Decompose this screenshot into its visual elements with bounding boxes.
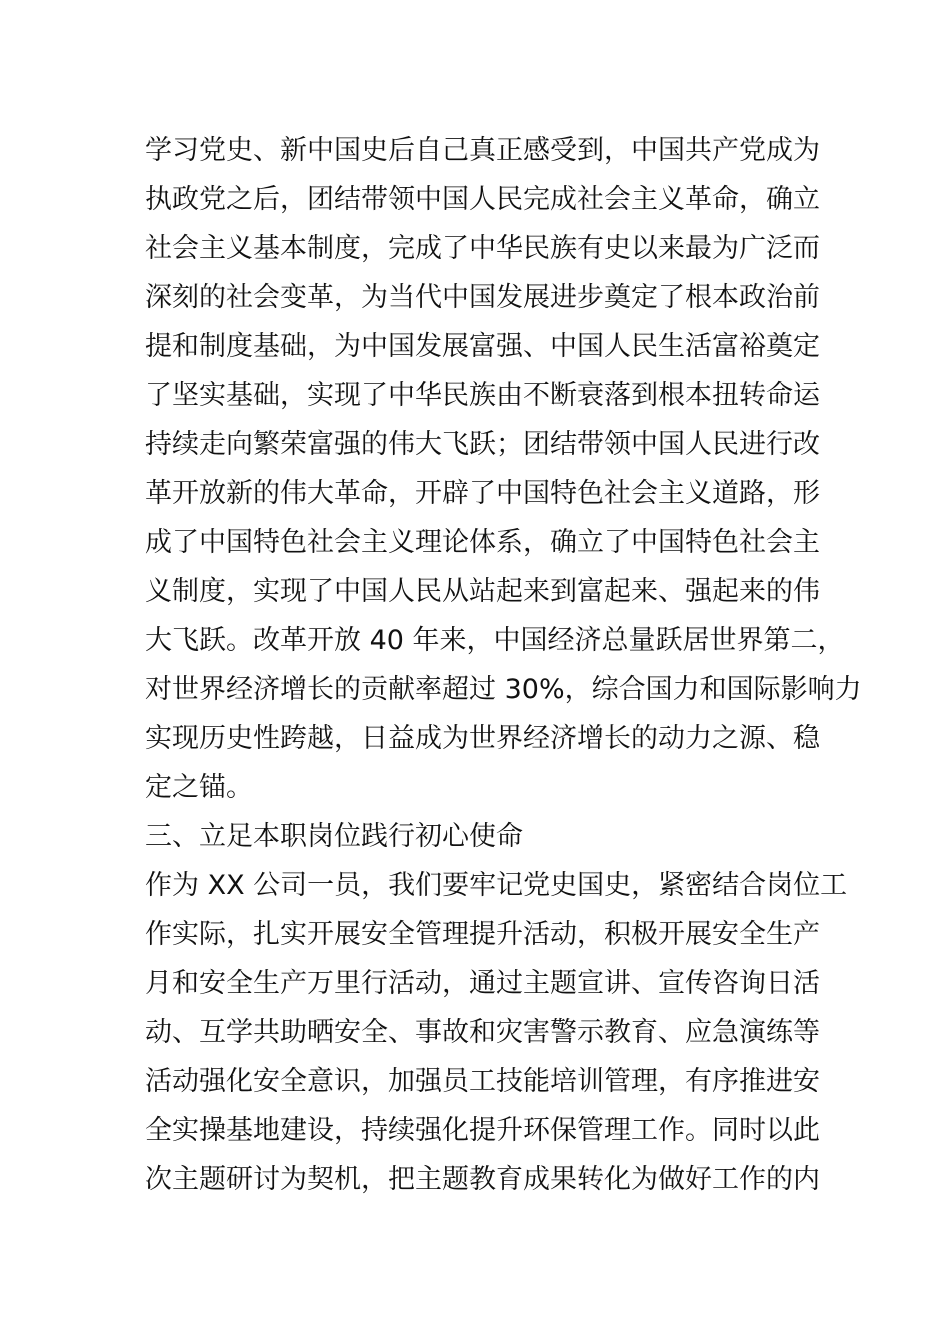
paragraph-1-line: 了坚实基础，实现了中华民族由不断衰落到根本扭转命运 xyxy=(145,380,820,411)
paragraph-1-line: 执政党之后，团结带领中国人民完成社会主义革命，确立 xyxy=(145,184,820,215)
paragraph-2-line: 作为 XX 公司一员，我们要牢记党史国史，紧密结合岗位工 xyxy=(145,870,848,901)
paragraph-1-line: 社会主义基本制度，完成了中华民族有史以来最为广泛而 xyxy=(145,233,820,264)
document-body xyxy=(145,126,862,1204)
paragraph-2-line: 全实操基地建设，持续强化提升环保管理工作。同时以此 xyxy=(145,1115,820,1146)
paragraph-1-line: 成了中国特色社会主义理论体系，确立了中国特色社会主 xyxy=(145,527,820,558)
paragraph-2-line: 次主题研讨为契机，把主题教育成果转化为做好工作的内 xyxy=(145,1164,820,1195)
paragraph-2-line: 动、互学共助晒安全、事故和灾害警示教育、应急演练等 xyxy=(145,1017,820,1048)
paragraph-2-line: 活动强化安全意识，加强员工技能培训管理，有序推进安 xyxy=(145,1066,820,1097)
paragraph-2-line: 月和安全生产万里行活动，通过主题宣讲、宣传咨询日活 xyxy=(145,968,820,999)
paragraph-1-line: 学习党史、新中国史后自己真正感受到，中国共产党成为 xyxy=(145,135,820,166)
paragraph-1-line: 革开放新的伟大革命，开辟了中国特色社会主义道路，形 xyxy=(145,478,820,509)
paragraph-1-line: 持续走向繁荣富强的伟大飞跃；团结带领中国人民进行改 xyxy=(145,429,820,460)
paragraph-1-line: 大飞跃。改革开放 40 年来，中国经济总量跃居世界第二， xyxy=(145,625,845,656)
paragraph-1-line: 深刻的社会变革，为当代中国发展进步奠定了根本政治前 xyxy=(145,282,820,313)
section-heading: 三、立足本职岗位践行初心使命 xyxy=(145,821,523,852)
paragraph-2-line: 作实际，扎实开展安全管理提升活动，积极开展安全生产 xyxy=(145,919,820,950)
paragraph-1-line: 提和制度基础，为中国发展富强、中国人民生活富裕奠定 xyxy=(145,331,820,362)
paragraph-1-line: 义制度，实现了中国人民从站起来到富起来、强起来的伟 xyxy=(145,576,820,607)
paragraph-1-line: 对世界经济增长的贡献率超过 30%，综合国力和国际影响力 xyxy=(145,674,862,705)
paragraph-1-line: 定之锚。 xyxy=(145,772,253,803)
paragraph-1-line: 实现历史性跨越，日益成为世界经济增长的动力之源、稳 xyxy=(145,723,820,754)
